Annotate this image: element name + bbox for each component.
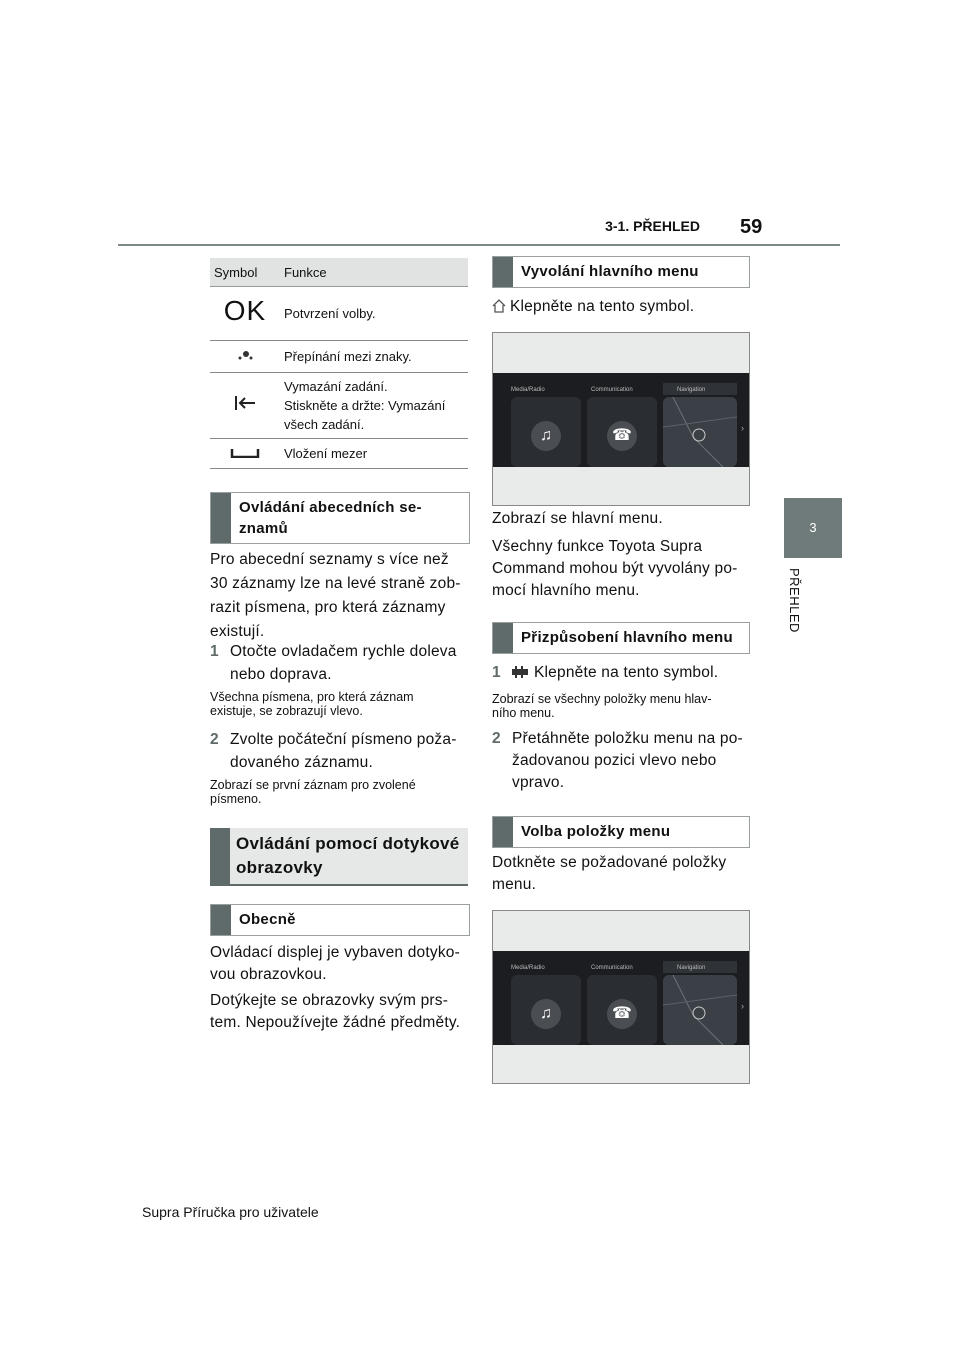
character-switch-icon xyxy=(210,341,280,373)
function-cell: Vložení mezer xyxy=(280,439,468,469)
function-cell: Přepínání mezi znaky. xyxy=(280,341,468,373)
paragraph-general-1: Ovládací displej je vybaven dotyko- vou obrazovkou. xyxy=(210,944,460,983)
paragraph-alphabetic: Pro abecední seznamy s více než 30 záznamy lze na levé straně zob- razit písmena, pro která záznamy existují. xyxy=(210,551,461,640)
step-1: 1 Otočte ovladačem rychle doleva nebo doprava. xyxy=(210,643,457,683)
tab-media-radio: Media/Radio xyxy=(511,387,545,393)
home-instruction: Klepněte na tento symbol. xyxy=(492,296,754,320)
select-menu-screenshot: Media/Radio Communication Navigation ♫ ☎ › xyxy=(492,910,750,1084)
home-icon xyxy=(492,298,506,320)
function-cell: Potvrzení volby. xyxy=(280,287,468,341)
tab-media-radio: Media/Radio xyxy=(511,965,545,971)
symbol-table xyxy=(210,258,468,469)
chapter-tab: 3 xyxy=(784,498,842,558)
menu-edit-icon xyxy=(512,663,528,685)
ok-icon: OK xyxy=(210,287,280,341)
music-icon: ♫ xyxy=(531,421,561,451)
heading-general: Obecně xyxy=(210,904,470,936)
page-number: 59 xyxy=(740,216,763,238)
col-function-header: Funkce xyxy=(280,258,468,287)
heading-select: Volba položky menu xyxy=(492,816,750,848)
main-menu-screenshot: Media/Radio Communication Navigation ♫ ☎ › xyxy=(492,332,750,506)
footer-text: Supra Příručka pro uživatele xyxy=(142,1204,319,1220)
heading-call-menu: Vyvolání hlavního menu xyxy=(492,256,750,288)
phone-icon: ☎ xyxy=(607,421,637,451)
tab-communication: Communication xyxy=(591,387,633,393)
delete-arrow-icon xyxy=(210,373,280,439)
chapter-label: PŘEHLED xyxy=(787,568,802,633)
section-title: 3-1. PŘEHLED xyxy=(605,218,700,234)
note-1: Všechna písmena, pro která záznam existuje, se zobrazují vlevo. xyxy=(210,690,414,718)
phone-icon: ☎ xyxy=(607,999,637,1029)
customize-step-1: 1 Klepněte na tento symbol. xyxy=(492,662,754,685)
space-bar-icon xyxy=(210,439,280,469)
function-cell: Vymazání zadání. Stiskněte a držte: Vymazání všech zadání. xyxy=(280,373,468,439)
header-rule xyxy=(118,244,840,246)
paragraph-all-functions: Všechny funkce Toyota Supra Command mohou být vyvolány po- mocí hlavního menu. xyxy=(492,538,738,599)
tab-navigation: Navigation xyxy=(677,965,706,971)
step-2: 2 Zvolte počáteční písmeno poža- dovaného záznamu. xyxy=(210,731,457,771)
col-symbol-header: Symbol xyxy=(210,258,280,287)
heading-touch: Ovládání pomocí dotykové obrazovky xyxy=(210,828,468,886)
customize-note-1: Zobrazí se všechny položky menu hlav- ního menu. xyxy=(492,692,712,720)
music-icon: ♫ xyxy=(531,999,561,1029)
heading-alphabetic: Ovládání abecedních se- znamů xyxy=(210,492,470,544)
note-2: Zobrazí se první záznam pro zvolené písmeno. xyxy=(210,778,416,806)
paragraph-general-2: Dotýkejte se obrazovky svým prs- tem. Nepoužívejte žádné předměty. xyxy=(210,992,461,1031)
tab-communication: Communication xyxy=(591,965,633,971)
customize-step-2: 2 Přetáhněte položku menu na po- žadovanou pozici vlevo nebo vpravo. xyxy=(492,730,743,791)
tab-navigation: Navigation xyxy=(677,387,706,393)
heading-customize: Přizpůsobení hlavního menu xyxy=(492,622,750,654)
paragraph-select: Dotkněte se požadované položky menu. xyxy=(492,854,727,893)
paragraph-menu-shown: Zobrazí se hlavní menu. xyxy=(492,510,663,527)
